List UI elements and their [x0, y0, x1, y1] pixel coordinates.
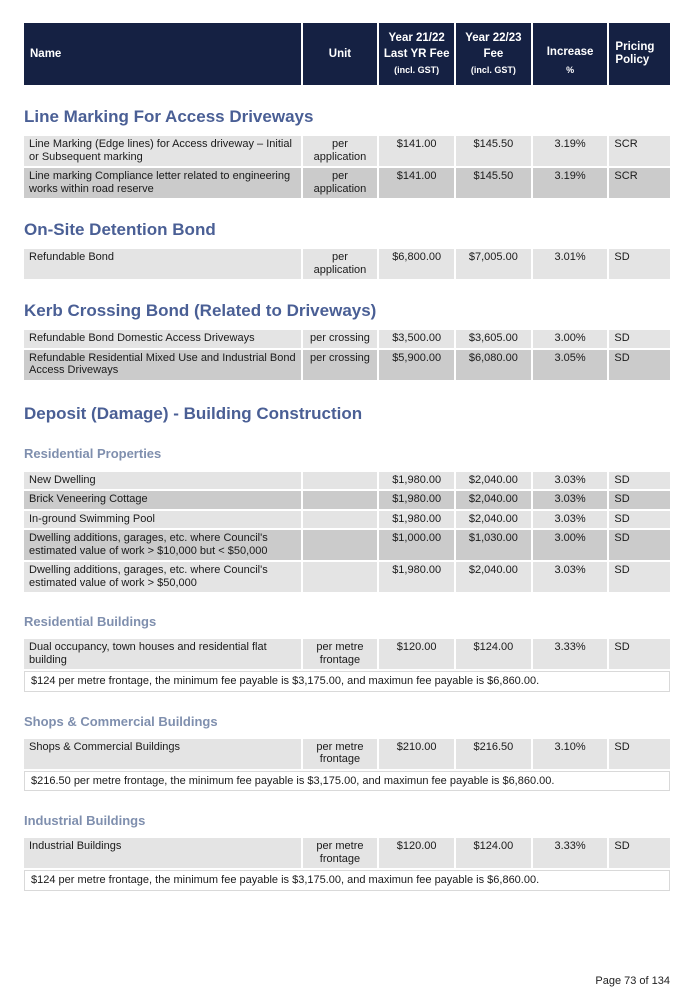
- row-name: Dwelling additions, garages, etc. where Council's estimated value of work > $10,000 but < $50,000: [24, 530, 301, 562]
- row-increase: 3.05%: [533, 350, 608, 382]
- row-last-fee: $120.00: [379, 639, 454, 671]
- page-number: Page 73 of 134: [595, 975, 670, 987]
- subsection-title-residential-buildings: Residential Buildings: [24, 614, 157, 629]
- row-fee: $2,040.00: [456, 472, 531, 492]
- row-unit: per metre frontage: [303, 639, 378, 671]
- row-fee: $6,080.00: [456, 350, 531, 382]
- row-unit: per metre frontage: [303, 838, 378, 870]
- table-row: [24, 511, 670, 531]
- section-title-deposit: Deposit (Damage) - Building Construction: [24, 403, 363, 423]
- row-unit: per application: [303, 168, 378, 200]
- row-increase: 3.01%: [533, 249, 608, 281]
- industrial-table: [22, 838, 672, 891]
- table-row: [24, 136, 670, 168]
- row-unit: [303, 530, 378, 562]
- row-fee: $145.50: [456, 168, 531, 200]
- row-name: New Dwelling: [24, 472, 301, 492]
- header-fee: Fee: [483, 47, 504, 60]
- row-fee: $3,605.00: [456, 330, 531, 350]
- detention-table: [22, 249, 672, 281]
- row-policy: SCR: [609, 168, 670, 200]
- row-increase: 3.03%: [533, 511, 608, 531]
- header-last-fee: Last YR Fee: [383, 47, 450, 60]
- header-pricing-policy: Pricing Policy: [609, 23, 670, 85]
- residential-properties-table: [22, 472, 672, 595]
- row-last-fee: $6,800.00: [379, 249, 454, 281]
- row-increase: 3.33%: [533, 639, 608, 671]
- row-fee: $124.00: [456, 639, 531, 671]
- row-last-fee: $1,980.00: [379, 491, 454, 511]
- table-row: [24, 330, 670, 350]
- header-last-gst: (incl. GST): [394, 64, 440, 75]
- header-this-year: Year 22/23: [465, 31, 522, 44]
- table-row: [24, 472, 670, 492]
- residential-buildings-table: [22, 639, 672, 692]
- row-name: Refundable Residential Mixed Use and Industrial Bond Access Driveways: [24, 350, 301, 382]
- row-policy: SD: [609, 530, 670, 562]
- table-row: [24, 739, 670, 771]
- row-unit: per application: [303, 136, 378, 168]
- row-last-fee: $5,900.00: [379, 350, 454, 382]
- table-row: [24, 530, 670, 562]
- row-last-fee: $141.00: [379, 168, 454, 200]
- row-fee: $145.50: [456, 136, 531, 168]
- header-last-year-fee: [379, 23, 454, 85]
- row-policy: SCR: [609, 136, 670, 168]
- row-unit: per crossing: [303, 350, 378, 382]
- row-unit: per application: [303, 249, 378, 281]
- row-name: Dwelling additions, garages, etc. where Council's estimated value of work > $50,000: [24, 562, 301, 594]
- row-increase: 3.03%: [533, 491, 608, 511]
- row-name: In-ground Swimming Pool: [24, 511, 301, 531]
- table-row: [24, 350, 670, 382]
- row-policy: SD: [609, 350, 670, 382]
- row-policy: SD: [609, 562, 670, 594]
- header-increase-label: Increase: [546, 45, 594, 58]
- row-name: Brick Veneering Cottage: [24, 491, 301, 511]
- subsection-title-shops: Shops & Commercial Buildings: [24, 713, 218, 729]
- note-row: [24, 870, 670, 891]
- row-unit: per crossing: [303, 330, 378, 350]
- row-policy: SD: [609, 472, 670, 492]
- row-name: Line Marking (Edge lines) for Access driveway – Initial or Subsequent marking: [24, 136, 301, 168]
- row-increase: 3.33%: [533, 838, 608, 870]
- row-fee: $1,030.00: [456, 530, 531, 562]
- fee-table-header: [22, 23, 672, 85]
- fee-note: $124 per metre frontage, the minimum fee payable is $3,175.00, and maximun fee payable is $6,860.00.: [24, 870, 670, 891]
- row-last-fee: $1,980.00: [379, 472, 454, 492]
- shops-table: [22, 739, 672, 792]
- row-policy: SD: [609, 838, 670, 870]
- line-marking-table: [22, 136, 672, 200]
- table-row: [24, 491, 670, 511]
- row-increase: 3.19%: [533, 168, 608, 200]
- row-unit: per metre frontage: [303, 739, 378, 771]
- header-name: Name: [24, 23, 301, 85]
- subsection-title-residential-properties: Residential Properties: [24, 445, 162, 461]
- row-name: Shops & Commercial Buildings: [24, 739, 301, 771]
- row-unit: [303, 562, 378, 594]
- row-increase: 3.03%: [533, 562, 608, 594]
- fee-note: $216.50 per metre frontage, the minimum fee payable is $3,175.00, and maximun fee payable is $6,860.00.: [24, 771, 670, 792]
- row-last-fee: $1,980.00: [379, 562, 454, 594]
- row-name: Refundable Bond: [24, 249, 301, 281]
- row-policy: SD: [609, 511, 670, 531]
- note-row: [24, 671, 670, 692]
- row-unit: [303, 511, 378, 531]
- table-row: [24, 838, 670, 870]
- row-fee: $2,040.00: [456, 562, 531, 594]
- subsection-title-industrial: Industrial Buildings: [24, 813, 146, 828]
- header-unit: Unit: [303, 23, 378, 85]
- row-policy: SD: [609, 739, 670, 771]
- row-last-fee: $210.00: [379, 739, 454, 771]
- row-increase: 3.19%: [533, 136, 608, 168]
- table-row: [24, 168, 670, 200]
- header-increase: [533, 23, 608, 85]
- row-fee: $124.00: [456, 838, 531, 870]
- row-name: Refundable Bond Domestic Access Driveways: [24, 330, 301, 350]
- table-row: [24, 562, 670, 594]
- fee-schedule-page: [24, 23, 670, 891]
- row-fee: $2,040.00: [456, 491, 531, 511]
- row-policy: SD: [609, 491, 670, 511]
- row-name: Dual occupancy, town houses and residential flat building: [24, 639, 301, 671]
- header-this-year-fee: [456, 23, 531, 85]
- row-policy: SD: [609, 330, 670, 350]
- header-last-year: Year 21/22: [388, 31, 445, 44]
- row-increase: 3.00%: [533, 330, 608, 350]
- header-increase-unit: %: [566, 64, 575, 75]
- row-increase: 3.10%: [533, 739, 608, 771]
- section-title-detention: On-Site Detention Bond: [24, 220, 216, 239]
- row-name: Industrial Buildings: [24, 838, 301, 870]
- row-fee: $2,040.00: [456, 511, 531, 531]
- row-name: Line marking Compliance letter related to engineering works within road reserve: [24, 168, 301, 200]
- row-last-fee: $1,980.00: [379, 511, 454, 531]
- row-unit: [303, 472, 378, 492]
- table-row: [24, 249, 670, 281]
- header-fee-gst: (incl. GST): [470, 64, 516, 75]
- fee-note: $124 per metre frontage, the minimum fee payable is $3,175.00, and maximun fee payable is $6,860.00.: [24, 671, 670, 692]
- section-title-kerb: Kerb Crossing Bond (Related to Driveways): [24, 301, 377, 320]
- kerb-table: [22, 330, 672, 382]
- row-fee: $216.50: [456, 739, 531, 771]
- row-policy: SD: [609, 249, 670, 281]
- row-fee: $7,005.00: [456, 249, 531, 281]
- note-row: [24, 771, 670, 792]
- row-last-fee: $1,000.00: [379, 530, 454, 562]
- row-unit: [303, 491, 378, 511]
- row-last-fee: $141.00: [379, 136, 454, 168]
- section-title-line-marking: Line Marking For Access Driveways: [24, 107, 314, 126]
- row-increase: 3.03%: [533, 472, 608, 492]
- row-last-fee: $120.00: [379, 838, 454, 870]
- table-row: [24, 639, 670, 671]
- row-last-fee: $3,500.00: [379, 330, 454, 350]
- row-increase: 3.00%: [533, 530, 608, 562]
- row-policy: SD: [609, 639, 670, 671]
